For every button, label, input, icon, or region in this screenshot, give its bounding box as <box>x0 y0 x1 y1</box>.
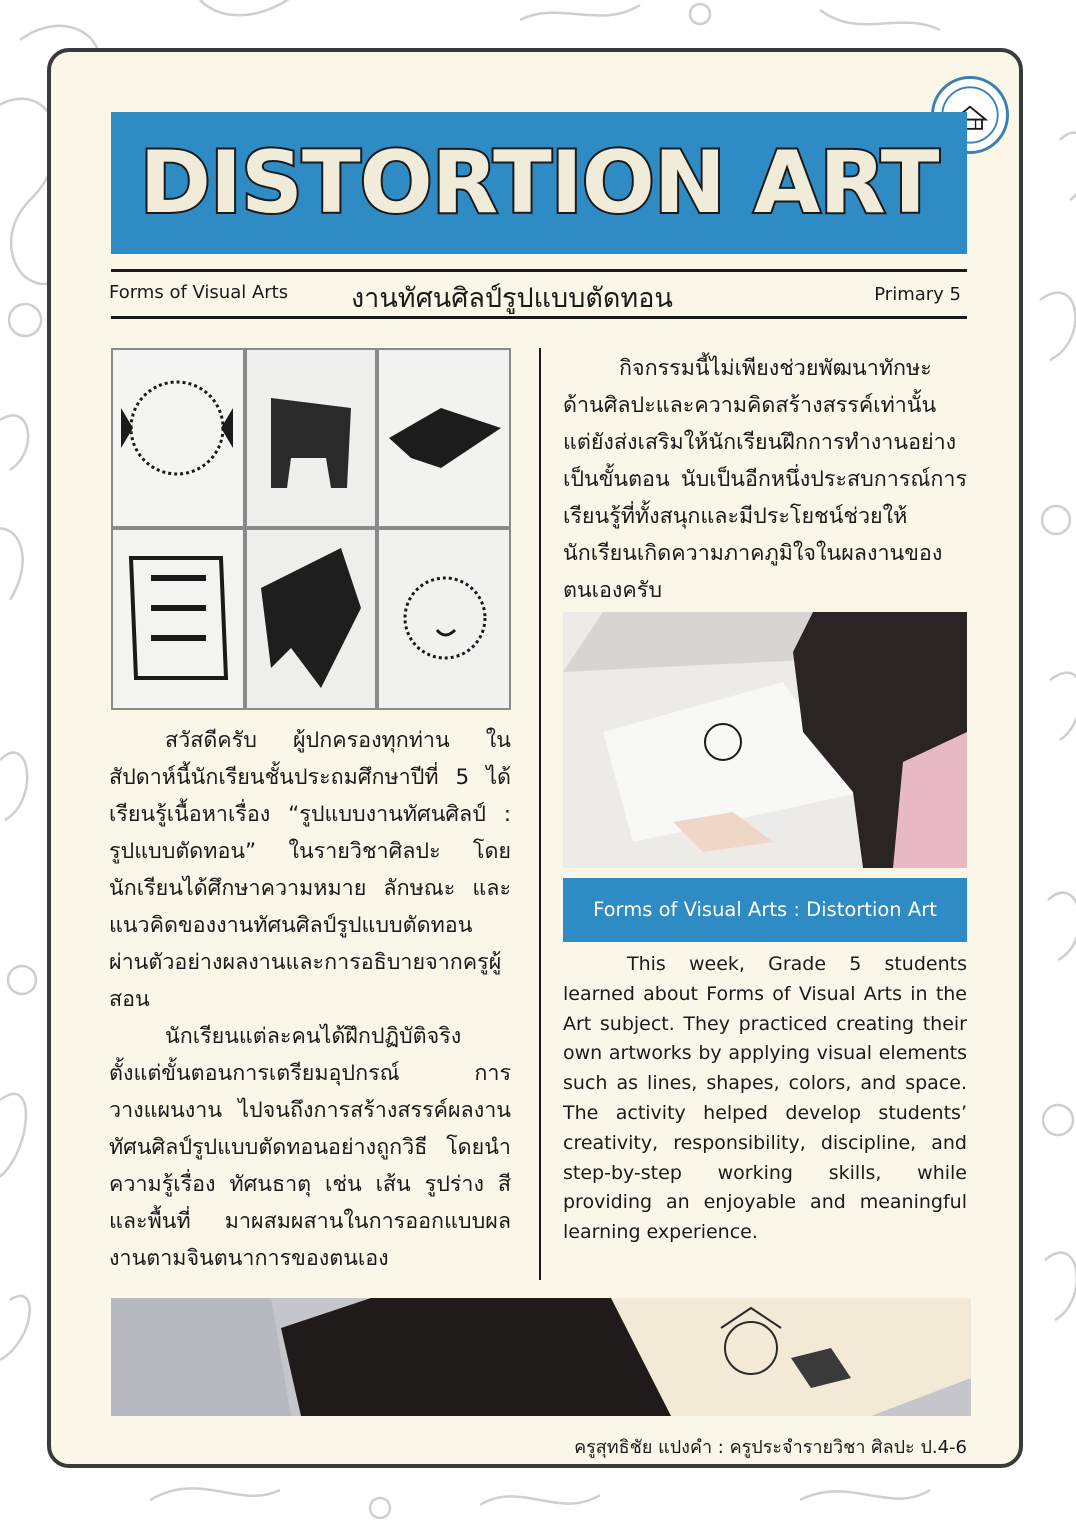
bottom-banner-photo <box>111 1298 971 1416</box>
subhead-right: Primary 5 <box>874 284 961 305</box>
thai-left-paragraph-2: นักเรียนแต่ละคนได้ฝึกปฏิบัติจริง ตั้งแต่ขั้นตอนการเตรียมอุปกรณ์ การวางแผนงาน ไปจนถึงการสร้างสรรค์ผลงานทัศนศิลป์รูปแบบตัดทอนอย่างถูกวิธี โดยนำความรู้เรื่อง ทัศนธาตุ เช่น เส้น รูปร่าง สี และพื้นที่ มาผสมผสานในการออกแบบผลงานตามจินตนาการของตนเอง <box>109 1024 511 1271</box>
teacher-credit: ครูสุทธิชัย แปงคำ : ครูประจำรายวิชา ศิลปะ ป.4-6 <box>574 1437 967 1458</box>
thai-article-right <box>563 350 967 609</box>
thai-right-paragraph-1: กิจกรรมนี้ไม่เพียงช่วยพัฒนาทักษะด้านศิลปะและความคิดสร้างสรรค์เท่านั้น แต่ยังส่งเสริมให้นักเรียนฝึกการทำงานอย่างเป็นขั้นตอน นับเป็นอีกหนึ่งประสบการณ์การเรียนรู้ที่ทั้งสนุกและมีประโยชน์ช่วยให้นักเรียนเกิดความภาคภูมิใจในผลงานของตนเองครับ <box>563 356 967 603</box>
artwork-grid-photo <box>111 348 511 710</box>
column-divider <box>539 348 541 1280</box>
subhead-center: งานทัศนศิลป์รูปแบบตัดทอน <box>351 283 673 314</box>
page-title: DISTORTION ART <box>139 133 939 233</box>
subhead-left: Forms of Visual Arts <box>109 282 289 303</box>
newsletter-page <box>47 48 1023 1468</box>
thai-article-left <box>109 722 511 1277</box>
thai-left-paragraph-1: สวัสดีครับ ผู้ปกครองทุกท่าน ในสัปดาห์นี้นักเรียนชั้นประถมศึกษาปีที่ 5 ได้เรียนรู้เนื้อหาเรื่อง “รูปแบบงานทัศนศิลป์ : รูปแบบตัดทอน” ในรายวิชาศิลปะ โดยนักเรียนได้ศึกษาความหมาย ลักษณะ และแนวคิดของงานทัศนศิลป์รูปแบบตัดทอน ผ่านตัวอย่างผลงานและการอธิบายจากครูผู้สอน <box>109 728 511 1012</box>
bottom-rule <box>111 316 967 319</box>
english-article <box>563 950 967 1248</box>
title-banner <box>111 112 967 254</box>
english-paragraph: This week, Grade 5 students learned about Forms of Visual Arts in the Art subject. They practiced creating their own artworks by applying visual elements such as lines, shapes, colors, and space. The activity helped develop students’ creativity, responsibility, discipline, and step-by-step working skills, while providing an enjoyable and meaningful learning experience. <box>563 953 967 1244</box>
student-drawing-photo <box>563 612 967 868</box>
english-heading-box: Forms of Visual Arts : Distortion Art <box>563 878 967 942</box>
top-rule <box>111 269 967 272</box>
